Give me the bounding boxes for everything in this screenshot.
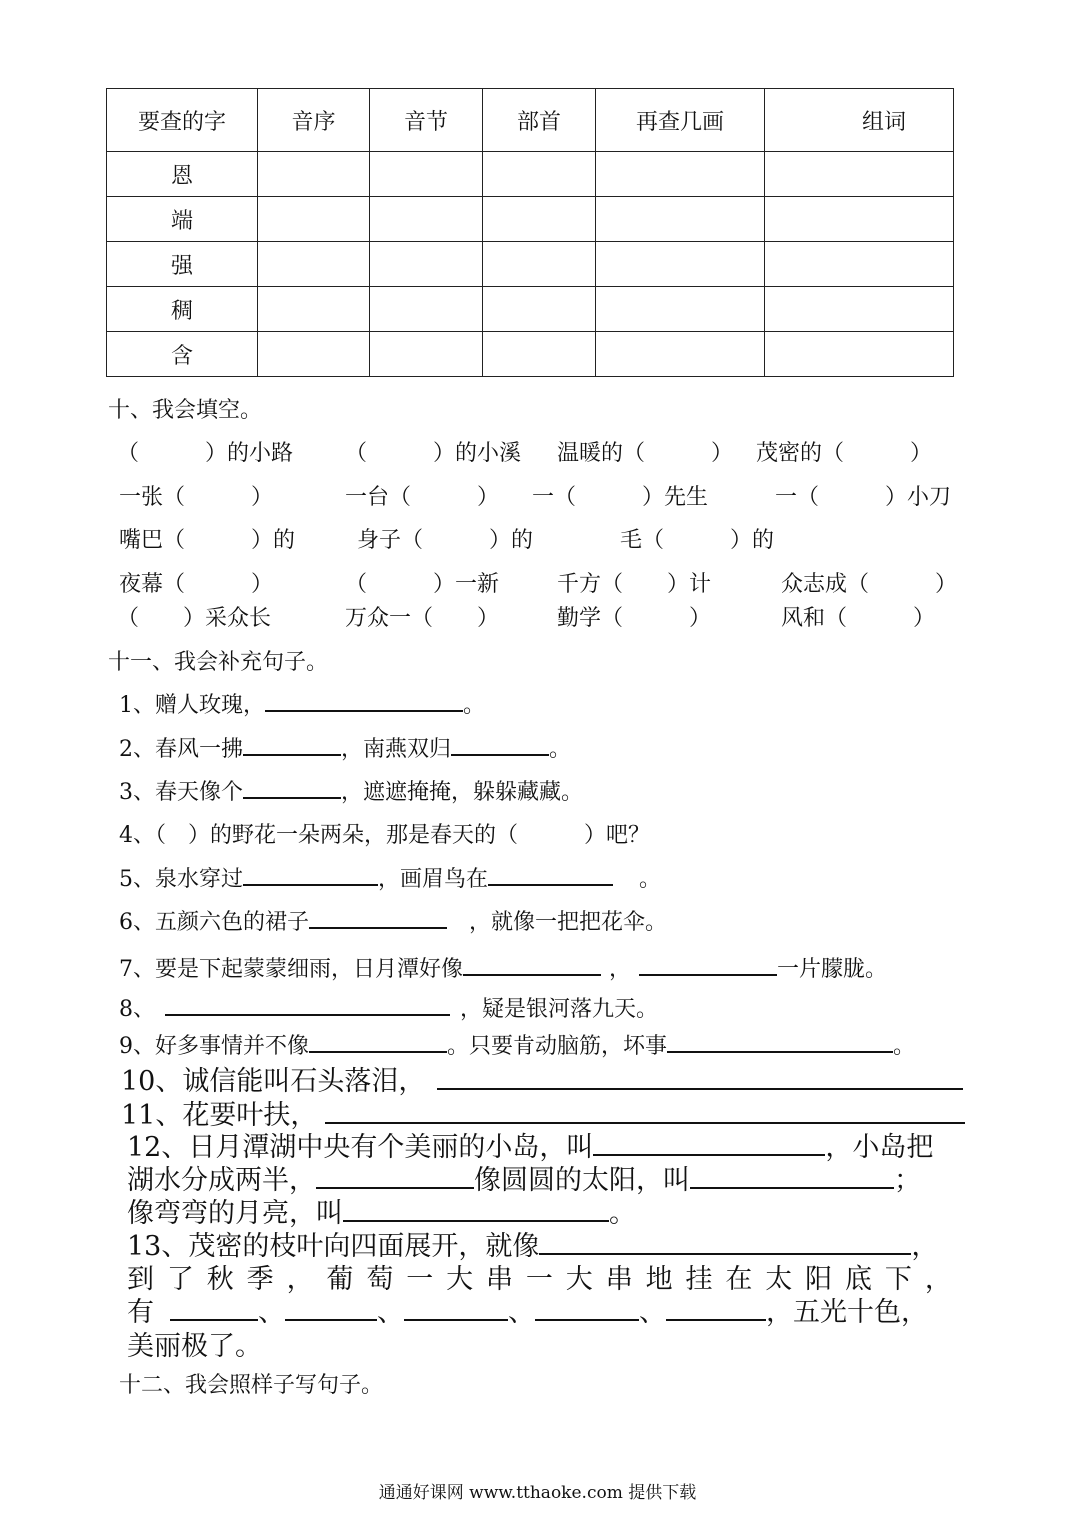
- table-header-row: [107, 89, 954, 152]
- sentence-char: 串: [605, 1264, 633, 1295]
- sentence-text: 8、: [119, 997, 155, 1022]
- fill-item[interactable]: 一（ ）小刀: [775, 485, 952, 510]
- answer-blank[interactable]: [666, 1297, 766, 1321]
- sentence-char: 阳: [805, 1264, 833, 1295]
- fill-item[interactable]: 千方（ ）计: [557, 572, 712, 597]
- answer-blank[interactable]: [165, 996, 450, 1016]
- table-header-cell: 要查的字: [107, 89, 258, 152]
- answer-blank[interactable]: [539, 1231, 911, 1255]
- answer-cell[interactable]: [258, 242, 370, 287]
- sentence-char: 一: [525, 1264, 553, 1295]
- answer-blank[interactable]: [667, 1033, 893, 1053]
- dictionary-lookup-table: [106, 88, 954, 377]
- sentence-text: ，遮遮掩掩，躲躲藏藏。: [341, 780, 584, 805]
- fill-item[interactable]: （ ）的小溪: [345, 441, 522, 466]
- sentence-text: ，就像一把把花伞。: [469, 910, 668, 935]
- sentence-text: 。: [609, 1198, 636, 1229]
- sentence-text: 10、诚信能叫石头落泪，: [121, 1066, 426, 1097]
- fill-item[interactable]: 风和（ ）: [781, 606, 936, 631]
- answer-blank[interactable]: [265, 692, 463, 712]
- table-row: [107, 287, 954, 332]
- sentence-3: [119, 775, 583, 806]
- sentence-text: 湖水分成两半，: [127, 1165, 316, 1196]
- answer-blank[interactable]: [325, 1100, 965, 1124]
- sentence-char: 到: [127, 1264, 154, 1295]
- sentence-text: 一片朦胧。: [777, 957, 888, 982]
- answer-blank[interactable]: [690, 1165, 894, 1189]
- sentence-char: 葡: [326, 1264, 354, 1295]
- fill-item[interactable]: 一台（ ）: [345, 485, 500, 510]
- answer-cell[interactable]: [483, 242, 596, 287]
- sentence-text: 、: [508, 1297, 535, 1328]
- table-row: [107, 242, 954, 287]
- answer-blank[interactable]: [243, 736, 341, 756]
- sentence-text: ，画眉鸟在: [378, 867, 489, 892]
- answer-blank[interactable]: [243, 866, 378, 886]
- answer-cell[interactable]: [765, 242, 954, 287]
- sentence-char: 季: [246, 1264, 274, 1295]
- fill-item[interactable]: 嘴巴（ ）的: [119, 528, 296, 553]
- sentence-4: 4、（ ）的野花一朵两朵，那是春天的（ ）吧？: [119, 823, 650, 848]
- fill-item[interactable]: 温暖的（ ）: [557, 441, 734, 466]
- fill-item[interactable]: 万众一（ ）: [345, 606, 500, 631]
- fill-item[interactable]: （ ）一新: [345, 572, 500, 597]
- answer-cell[interactable]: [596, 287, 765, 332]
- answer-blank[interactable]: [170, 1297, 258, 1321]
- answer-blank[interactable]: [404, 1297, 508, 1321]
- table-header-cell: 再查几画: [596, 89, 765, 152]
- sentence-text: 。: [463, 693, 486, 718]
- answer-blank[interactable]: [316, 1165, 474, 1189]
- sentence-text: ，: [911, 1231, 939, 1262]
- answer-cell[interactable]: [258, 197, 370, 242]
- sentence-char: 大: [446, 1264, 474, 1295]
- answer-cell[interactable]: [483, 332, 596, 377]
- sentence-text: 9、好多事情并不像: [119, 1034, 309, 1059]
- table-header-cell: 音序: [258, 89, 370, 152]
- answer-blank[interactable]: [309, 1033, 447, 1053]
- answer-cell[interactable]: [370, 287, 483, 332]
- answer-cell[interactable]: [483, 197, 596, 242]
- lookup-char: 端: [107, 197, 258, 242]
- answer-cell[interactable]: [765, 197, 954, 242]
- fill-item[interactable]: （ ）的小路: [117, 441, 294, 466]
- sentence-char: 挂: [685, 1264, 713, 1295]
- sentence-text: 7、要是下起蒙蒙细雨，日月潭好像: [119, 957, 463, 982]
- sentence-6: [119, 905, 667, 936]
- answer-blank[interactable]: [285, 1297, 377, 1321]
- answer-cell[interactable]: [596, 197, 765, 242]
- sentence-text: ；: [894, 1165, 921, 1196]
- fill-item[interactable]: （ ）采众长: [117, 606, 272, 631]
- sentence-text: 。: [549, 737, 572, 762]
- answer-cell[interactable]: [765, 287, 954, 332]
- sentence-text: 6、五颜六色的裙子: [119, 910, 309, 935]
- fill-item[interactable]: 众志成（ ）: [781, 572, 958, 597]
- sentence-text: 3、春天像个: [119, 780, 243, 805]
- sentence-text: 12、日月潭湖中央有个美丽的小岛，叫: [127, 1132, 594, 1163]
- table-header-cell: 部首: [483, 89, 596, 152]
- answer-cell[interactable]: [483, 287, 596, 332]
- sentence-text: 1、赠人玫瑰，: [119, 693, 265, 718]
- section-11-title: 十一、我会补充句子。: [108, 650, 329, 675]
- sentence-text: ，小岛把: [825, 1132, 934, 1163]
- sentence-char: 大: [565, 1264, 593, 1295]
- sentence-text: 、: [639, 1297, 666, 1328]
- sentence-2: [119, 732, 571, 763]
- fill-item[interactable]: 一（ ）先生: [532, 485, 709, 510]
- answer-cell[interactable]: [596, 152, 765, 197]
- sentence-1: [119, 688, 485, 719]
- sentence-text: 、: [258, 1297, 285, 1328]
- answer-cell[interactable]: [370, 332, 483, 377]
- answer-cell[interactable]: [258, 287, 370, 332]
- answer-cell[interactable]: [258, 152, 370, 197]
- sentence-text: 像弯弯的月亮，叫: [127, 1198, 343, 1229]
- fill-item[interactable]: 毛（ ）的: [620, 528, 775, 553]
- answer-blank[interactable]: [437, 1066, 963, 1090]
- lookup-char: 强: [107, 242, 258, 287]
- answer-blank[interactable]: [535, 1297, 639, 1321]
- sentence-text: 2、春风一拂: [119, 737, 243, 762]
- fill-item[interactable]: 茂密的（ ）: [756, 441, 933, 466]
- fill-item[interactable]: 勤学（ ）: [557, 606, 712, 631]
- sentence-text: ，: [609, 957, 632, 982]
- sentence-text: 有: [127, 1297, 154, 1328]
- sentence-char: 底: [845, 1264, 873, 1295]
- answer-cell[interactable]: [765, 332, 954, 377]
- answer-blank[interactable]: [639, 956, 777, 976]
- answer-cell[interactable]: [258, 332, 370, 377]
- answer-blank[interactable]: [309, 909, 447, 929]
- table-row: [107, 152, 954, 197]
- section-12-title: 十二、我会照样子写句子。: [119, 1373, 384, 1398]
- answer-blank[interactable]: [343, 1198, 609, 1222]
- sentence-13-line-4: 美丽极了。: [127, 1331, 262, 1362]
- sentence-char: 一: [406, 1264, 434, 1295]
- answer-cell[interactable]: [596, 332, 765, 377]
- table-row: [107, 332, 954, 377]
- sentence-char: 萄: [366, 1264, 394, 1295]
- sentence-text: 、: [377, 1297, 404, 1328]
- answer-blank[interactable]: [463, 956, 601, 976]
- sentence-char: 秋: [206, 1264, 234, 1295]
- sentence-text: 。: [639, 867, 662, 892]
- sentence-char: 下: [884, 1264, 912, 1295]
- answer-blank[interactable]: [243, 779, 341, 799]
- answer-blank[interactable]: [488, 866, 613, 886]
- answer-blank[interactable]: [593, 1132, 825, 1156]
- sentence-char: 了: [166, 1264, 194, 1295]
- answer-cell[interactable]: [370, 197, 483, 242]
- sentence-char: ，: [924, 1264, 952, 1295]
- sentence-char: 太: [765, 1264, 793, 1295]
- sentence-text: ，疑是银河落九天。: [460, 997, 659, 1022]
- footer-credit: 通通好课网 www.tthaoke.com 提供下载: [378, 1483, 697, 1503]
- sentence-char: ，: [286, 1264, 314, 1295]
- sentence-text: ，南燕双归: [341, 737, 452, 762]
- lookup-char: 含: [107, 332, 258, 377]
- fill-item[interactable]: 身子（ ）的: [357, 528, 534, 553]
- fill-item[interactable]: 一张（ ）: [119, 485, 274, 510]
- sentence-5: [119, 862, 661, 893]
- sentence-text: ，五光十色，: [766, 1297, 928, 1328]
- sentence-8: [119, 992, 658, 1023]
- sentence-char: 串: [486, 1264, 514, 1295]
- table-header-cell: 组词: [765, 89, 954, 152]
- answer-cell[interactable]: [596, 242, 765, 287]
- lookup-char: 稠: [107, 287, 258, 332]
- answer-cell[interactable]: [370, 242, 483, 287]
- answer-blank[interactable]: [451, 736, 549, 756]
- table-header-cell: 音节: [370, 89, 483, 152]
- fill-item[interactable]: 夜幕（ ）: [119, 572, 274, 597]
- table-row: [107, 197, 954, 242]
- sentence-text: 像圆圆的太阳，叫: [474, 1165, 690, 1196]
- sentence-char: 在: [725, 1264, 753, 1295]
- answer-cell[interactable]: [483, 152, 596, 197]
- sentence-7: [119, 952, 887, 983]
- sentence-9: [119, 1029, 915, 1060]
- sentence-text: 13、茂密的枝叶向四面展开，就像: [127, 1231, 540, 1262]
- sentence-char: 地: [645, 1264, 673, 1295]
- answer-cell[interactable]: [765, 152, 954, 197]
- lookup-char: 恩: [107, 152, 258, 197]
- sentence-text: 。只要肯动脑筋，坏事: [447, 1034, 668, 1059]
- answer-cell[interactable]: [370, 152, 483, 197]
- sentence-text: 。: [893, 1034, 916, 1059]
- sentence-text: 5、泉水穿过: [119, 867, 243, 892]
- sentence-text: 11、花要叶扶，: [121, 1100, 318, 1131]
- section-10-title: 十、我会填空。: [108, 398, 263, 423]
